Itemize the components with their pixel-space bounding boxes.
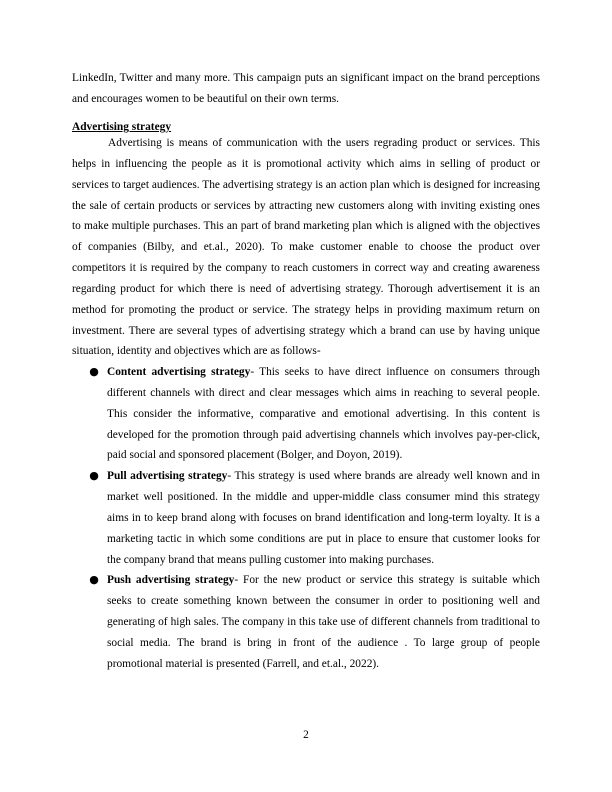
page-number: 2 bbox=[303, 729, 309, 741]
section-heading: Advertising strategy bbox=[72, 121, 172, 133]
bullet-term: Pull advertising strategy bbox=[107, 470, 228, 483]
list-item bbox=[72, 362, 540, 466]
strategy-list bbox=[72, 362, 540, 675]
list-item bbox=[72, 466, 540, 570]
intro-paragraph: LinkedIn, Twitter and many more. This campaign puts an significant impact on the brand perceptions and encourages women to be beautiful on their own terms. bbox=[72, 72, 540, 105]
bullet-icon: ● bbox=[89, 469, 99, 483]
bullet-text: - This seeks to have direct influence on consumers through different channels with direct and clear messages which aims in reaching to several people. This consider the informative, comparative and emotional advertising. In this content is developed for the promotion through paid advertising channels which involves pay-per-click, paid social and sponsored placement (Bolger, and Doyon, 2019). bbox=[107, 366, 540, 462]
bullet-term: Content advertising strategy bbox=[107, 366, 251, 378]
bullet-text: - For the new product or service this strategy is suitable which seeks to create something known between the consumer in order to positioning well and generating of high sales. The company in this take use of different channels from traditional to social media. The brand is bring in front of the audience . To large group of people promotional material is presented (Farrell, and et.al., 2022). bbox=[107, 574, 540, 670]
list-item bbox=[72, 570, 540, 674]
bullet-text: - This strategy is used where brands are already well known and in market well positioned. In the middle and upper-middle class consumer mind this strategy aims in to keep brand along with focuses on brand identification and long-term loyalty. It is a marketing tactic in which some conditions are put in place to ensure that customer looks for the company brand that means pulling customer into making purchases. bbox=[107, 470, 540, 566]
body-paragraph: Advertising is means of communication with the users regrading product or services. This helps in influencing the people as it is promotional activity which aims in selling of product or services to target audiences. The advertising strategy is an action plan which is designed for increasing the sale of certain products or services by attracting new customers along with inviting existing ones to make multiple purchases. This an part of brand marketing plan which is aligned with the objectives of companies (Bilby, and et.al., 2020). To make customer enable to choose the product over competitors it is required by the company to reach customers in correct way and creating awareness regarding product for which there is need of advertising strategy. Thorough advertisement it is an method for promoting the product or service. The strategy helps in providing maximum return on investment. There are several types of advertising strategy which a brand can use by having unique situation, identity and objectives which are as follows- bbox=[72, 137, 540, 358]
bullet-icon: ● bbox=[89, 573, 99, 587]
bullet-icon: ● bbox=[89, 365, 99, 378]
bullet-term: Push advertising strategy bbox=[107, 574, 235, 587]
